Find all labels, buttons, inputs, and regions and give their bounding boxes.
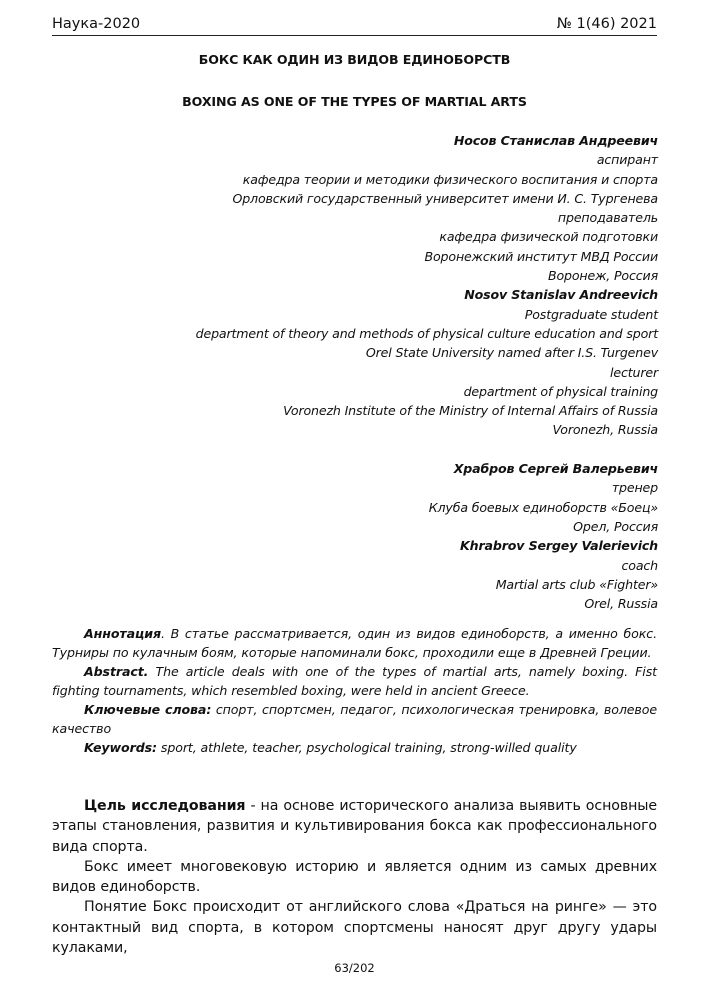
title-english: BOXING AS ONE OF THE TYPES OF MARTIAL ARTS bbox=[182, 94, 527, 109]
abstract-ru-label: Аннотация bbox=[84, 626, 161, 641]
abstract-ru-text: . В статье рассматривается, один из видов единоборств, а именно бокс. Турниры по кулачным боям, которые напоминали бокс, проходили еще в Древней Греции. bbox=[52, 626, 657, 660]
title-russian: БОКС КАК ОДИН ИЗ ВИДОВ ЕДИНОБОРСТВ bbox=[198, 52, 511, 67]
journal-name: Наука-2020 bbox=[52, 16, 141, 32]
author1-org1-ru: Орловский государственный университет имени И. С. Тургенева bbox=[232, 190, 658, 206]
author1-org1-en: Orel State University named after I.S. Turgenev bbox=[365, 345, 658, 361]
abstract-en-label: Abstract. bbox=[84, 664, 149, 679]
author2-org-en: Martial arts club «Fighter» bbox=[495, 576, 658, 592]
issue-number: № 1(46) 2021 bbox=[556, 16, 657, 32]
author1-dept1-ru: кафедра теории и методики физического воспитания и спорта bbox=[242, 171, 658, 187]
author2-role-ru: тренер bbox=[611, 480, 658, 496]
author1-city-en: Voronezh, Russia bbox=[552, 422, 658, 438]
author1-name-en: Nosov Stanislav Andreevich bbox=[464, 287, 658, 303]
body-text bbox=[52, 796, 657, 958]
abstract-ru bbox=[52, 624, 657, 662]
keywords-en bbox=[52, 738, 657, 757]
keywords-ru-label: Ключевые слова: bbox=[84, 702, 212, 717]
keywords-ru bbox=[52, 700, 657, 738]
running-header bbox=[52, 14, 657, 36]
author1-role1-ru: аспирант bbox=[596, 152, 658, 168]
author1-city-ru: Воронеж, Россия bbox=[547, 268, 658, 284]
abstract-block bbox=[52, 624, 657, 757]
author1-dept2-ru: кафедра физической подготовки bbox=[439, 229, 658, 245]
author2-city-en: Orel, Russia bbox=[584, 596, 658, 612]
author1-dept2-en: department of physical training bbox=[463, 383, 658, 399]
author1-org2-en: Voronezh Institute of the Ministry of Internal Affairs of Russia bbox=[283, 403, 658, 419]
author1-name-ru: Носов Станислав Андреевич bbox=[453, 133, 658, 148]
author1-dept1-en: department of theory and methods of physical culture education and sport bbox=[195, 325, 658, 341]
author1-org2-ru: Воронежский институт МВД России bbox=[424, 248, 658, 264]
author2-org-ru: Клуба боевых единоборств «Боец» bbox=[428, 499, 658, 515]
goal-label: Цель исследования bbox=[84, 798, 246, 814]
paragraph-3: Понятие Бокс происходит от английского слова «Драться на ринге» — это контактный вид спорта, в котором спортсмены наносят друг другу удары кулаками, bbox=[52, 899, 657, 957]
keywords-en-label: Keywords: bbox=[84, 740, 157, 755]
author1-role2-ru: преподаватель bbox=[557, 210, 658, 226]
author2-name-ru: Храбров Сергей Валерьевич bbox=[453, 461, 658, 477]
keywords-en-text: sport, athlete, teacher, psychological training, strong-willed quality bbox=[156, 740, 577, 755]
author-affiliations bbox=[196, 131, 658, 613]
keywords-ru-text: спорт, спортсмен, педагог, психологическая тренировка, волевое качество bbox=[52, 702, 658, 736]
goal-text: - на основе исторического анализа выявить основные этапы становления, развития и культивирования бокса как профессионального вида спорта. bbox=[52, 798, 657, 855]
author1-role1-en: Postgraduate student bbox=[524, 306, 658, 322]
page-number: 63/202 bbox=[334, 961, 375, 975]
author2-name-en: Khrabrov Sergey Valerievich bbox=[460, 538, 658, 554]
paragraph-goal bbox=[52, 796, 657, 857]
author1-role2-en: lecturer bbox=[610, 364, 658, 380]
abstract-en bbox=[52, 662, 657, 700]
paragraph-2: Бокс имеет многовековую историю и является одним из самых древних видов единоборств. bbox=[52, 858, 657, 896]
abstract-en-text: The article deals with one of the types of martial arts, namely boxing. Fist fighting tournaments, which resembled boxing, were held in ancient Greece. bbox=[52, 664, 657, 698]
author2-role-en: coach bbox=[621, 557, 658, 573]
author2-city-ru: Орел, Россия bbox=[573, 518, 658, 534]
